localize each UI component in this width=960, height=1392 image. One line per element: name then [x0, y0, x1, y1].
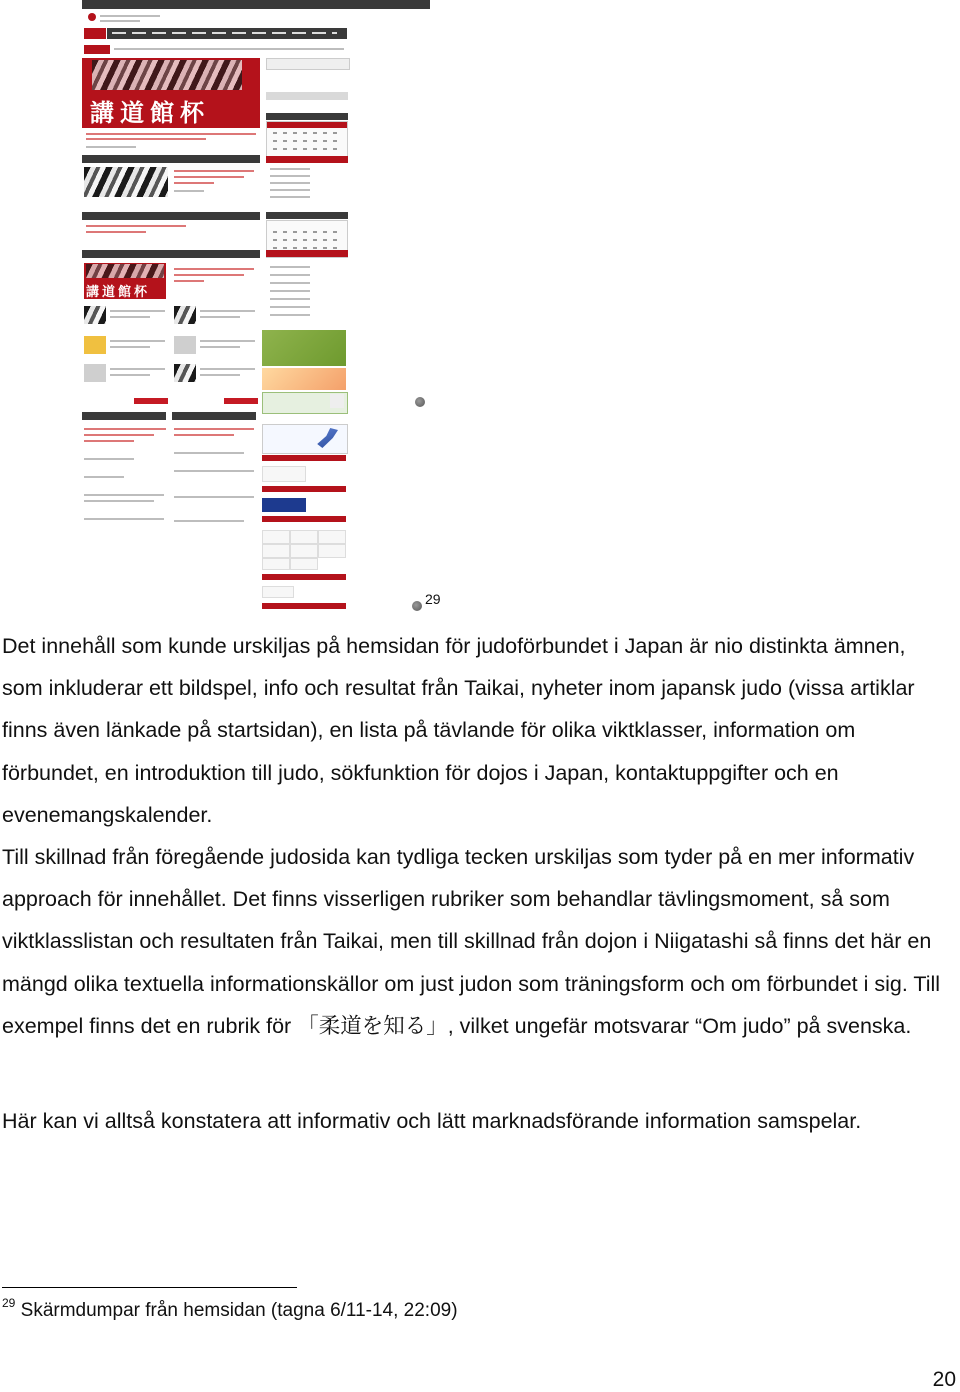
scroll-dot-icon [415, 397, 425, 407]
federation-logo-icon [88, 13, 96, 21]
promo-banner [262, 330, 346, 366]
body-paragraph-3: Här kan vi alltså konstatera att informativ och lätt marknadsförande information samspelar. [2, 1109, 862, 1133]
page-number: 20 [932, 1368, 956, 1391]
body-paragraph-2 [2, 836, 952, 1048]
event-calendar [266, 121, 348, 161]
top-bar [82, 0, 430, 9]
banner-title: 講道館杯 [90, 98, 210, 127]
banner-photo [92, 60, 242, 90]
paragraph-2-text-b: , vilket ungefär motsvarar “Om judo” på svenska. [447, 1013, 912, 1038]
search-box [266, 58, 350, 70]
sponsor-logo [262, 466, 306, 482]
body-paragraph-1: Det innehåll som kunde urskiljas på hemsidan för judoförbundet i Japan är nio distinkta ämnen, som inkluderar ett bildspel, info och resultat från Taikai, nyheter inom japansk judo (vissa artiklar finns även länkade på startsidan), en lista på tävlande för olika viktklasser, information om förbundet, en introduktion till judo, sökfunktion för dojos i Japan, kontaktuppgifter och en evenemangskalender. [2, 634, 915, 827]
footnote-number: 29 [2, 1296, 16, 1310]
news-photo [84, 167, 168, 197]
japan-map [262, 424, 348, 454]
mizuno-logo [262, 498, 306, 512]
paragraph-2-text-a: Till skillnad från föregående judosida kan tydliga tecken urskiljas som tyder på en mer informativ approach för innehållet. Det finns visserligen rubriker som behandlar tävlingsmoment, så som viktklasslistan och resultaten från Taikai, men till skillnad från dojon i Niigatashi så finns det här en mängd olika textuella informationskällor om just judon som träningsform och om förbundet i sig. Till exempel finns det en rubrik för [2, 845, 941, 1038]
website-screenshot: 講道館杯 講道館杯 [82, 0, 430, 612]
footnote-text: Skärmdumpar från hemsidan (tagna 6/11-14, 22:09) [20, 1300, 458, 1321]
nav-home-icon [84, 28, 106, 39]
scroll-dot-icon [412, 601, 422, 611]
japanese-heading-quote: 「柔道を知る」 [297, 1013, 448, 1039]
footnote-reference: 29 [425, 591, 441, 607]
footnote [2, 1296, 458, 1322]
footnote-separator [2, 1287, 297, 1288]
